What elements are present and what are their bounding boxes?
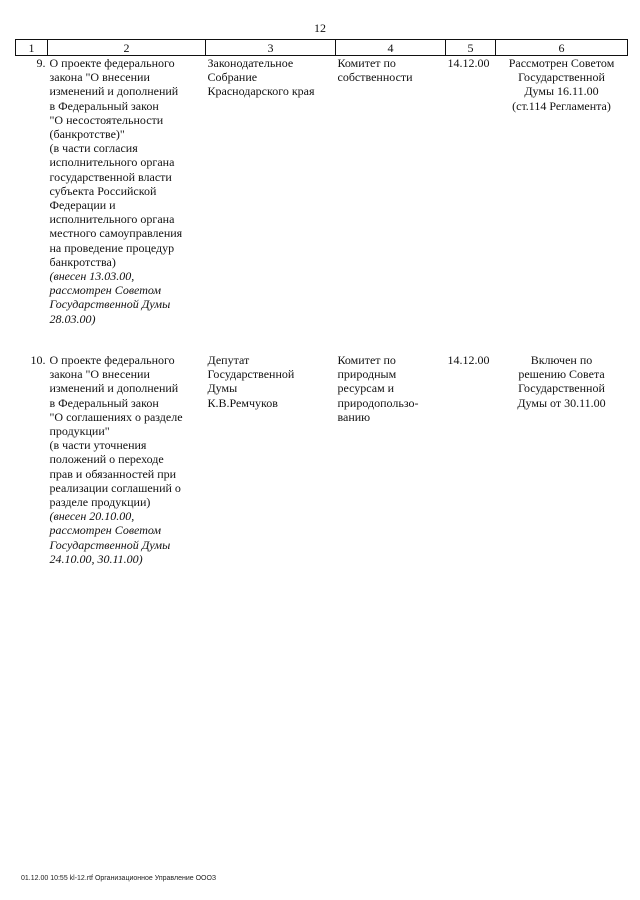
text-line: Законодательное bbox=[207, 56, 294, 70]
text-line: изменений и дополнений bbox=[49, 84, 179, 99]
text-line: положений о переходе bbox=[49, 452, 164, 467]
text-line: "О несостоятельности bbox=[49, 112, 164, 127]
bill-title-cell bbox=[48, 344, 206, 566]
text-line: закона "О внесении bbox=[49, 367, 150, 382]
text-line: ресурсам и bbox=[337, 381, 395, 396]
text-line: 28.03.00) bbox=[49, 311, 96, 326]
text-line: О проекте федерального bbox=[49, 353, 175, 367]
column-header-3: 3 bbox=[206, 40, 336, 56]
text-line: 24.10.00, 30.11.00) bbox=[49, 551, 143, 566]
text-line: Государственной bbox=[207, 367, 295, 382]
committee-cell bbox=[336, 344, 446, 566]
text-line: (внесен 20.10.00, bbox=[49, 509, 135, 524]
text-line: Государственной bbox=[518, 70, 605, 85]
text-line: местного самоуправления bbox=[49, 226, 183, 241]
status-cell bbox=[496, 344, 628, 566]
text-line: Государственной bbox=[518, 381, 605, 396]
text-line: государственной власти bbox=[49, 169, 172, 184]
row-number: 9. bbox=[36, 56, 46, 70]
text-line: банкротства) bbox=[49, 254, 116, 269]
text-line: собственности bbox=[337, 70, 413, 85]
text-line: К.В.Ремчуков bbox=[207, 395, 278, 410]
text-line: Комитет по bbox=[337, 56, 396, 70]
text-line: реализации соглашений о bbox=[49, 480, 181, 495]
text-line: О проекте федерального bbox=[49, 56, 175, 70]
text-line: природопользо- bbox=[337, 395, 419, 410]
text-line: Думы bbox=[207, 381, 238, 396]
table-row bbox=[16, 56, 628, 345]
text-line: Краснодарского края bbox=[207, 84, 315, 99]
text-line: Депутат bbox=[207, 353, 250, 367]
text-line: Государственной Думы bbox=[49, 537, 171, 552]
text-line: исполнительного органа bbox=[49, 155, 175, 170]
text-line: рассмотрен Советом bbox=[49, 283, 162, 298]
text-line: изменений и дополнений bbox=[49, 381, 179, 396]
status-cell bbox=[496, 56, 628, 345]
text-line: Государственной Думы bbox=[49, 297, 171, 312]
text-line: природным bbox=[337, 367, 397, 382]
table-row bbox=[16, 344, 628, 566]
text-line: (в части согласия bbox=[49, 141, 138, 156]
text-line: Включен по bbox=[530, 353, 593, 367]
text-line: разделе продукции) bbox=[49, 495, 151, 510]
text-line: Федерации и bbox=[49, 198, 116, 213]
column-header-1: 1 bbox=[16, 40, 48, 56]
text-line: исполнительного органа bbox=[49, 212, 175, 227]
document-footer: 01.12.00 10:55 kl-12.rtf Организационное Управление ОООЗ bbox=[21, 875, 217, 882]
page-number: 12 bbox=[314, 21, 326, 35]
text-line: решению Совета bbox=[518, 367, 605, 382]
column-header-2: 2 bbox=[48, 40, 206, 56]
row-number: 10. bbox=[30, 353, 46, 367]
column-header-4: 4 bbox=[336, 40, 446, 56]
text-line: ванию bbox=[337, 409, 371, 424]
text-line: субъекта Российской bbox=[49, 183, 157, 198]
text-line: в Федеральный закон bbox=[49, 98, 159, 113]
text-line: прав и обязанностей при bbox=[49, 466, 177, 481]
text-line: "О соглашениях о разделе bbox=[49, 409, 183, 424]
agenda-table bbox=[15, 39, 628, 566]
text-line: на проведение процедур bbox=[49, 240, 175, 255]
text-line: (ст.114 Регламента) bbox=[512, 98, 611, 113]
text-line: Комитет по bbox=[337, 353, 396, 367]
text-line: (внесен 13.03.00, bbox=[49, 269, 135, 284]
text-line: Думы от 30.11.00 bbox=[517, 395, 606, 410]
column-header-5: 5 bbox=[446, 40, 496, 56]
committee-cell bbox=[336, 56, 446, 345]
text-line: Думы 16.11.00 bbox=[524, 84, 599, 99]
text-line: рассмотрен Советом bbox=[49, 523, 162, 538]
text-line: Рассмотрен Советом bbox=[508, 56, 615, 70]
text-line: Собрание bbox=[207, 70, 258, 85]
column-header-6: 6 bbox=[496, 40, 628, 56]
bill-title-cell bbox=[48, 56, 206, 345]
text-line: закона "О внесении bbox=[49, 70, 150, 85]
initiator-cell bbox=[206, 344, 336, 566]
initiator-cell bbox=[206, 56, 336, 345]
text-line: (банкротстве)" bbox=[49, 127, 125, 142]
date-cell: 14.12.00 bbox=[447, 56, 490, 70]
table-header-row bbox=[16, 40, 628, 56]
text-line: в Федеральный закон bbox=[49, 395, 159, 410]
date-cell: 14.12.00 bbox=[447, 353, 490, 367]
text-line: (в части уточнения bbox=[49, 438, 147, 453]
text-line: продукции" bbox=[49, 424, 110, 439]
